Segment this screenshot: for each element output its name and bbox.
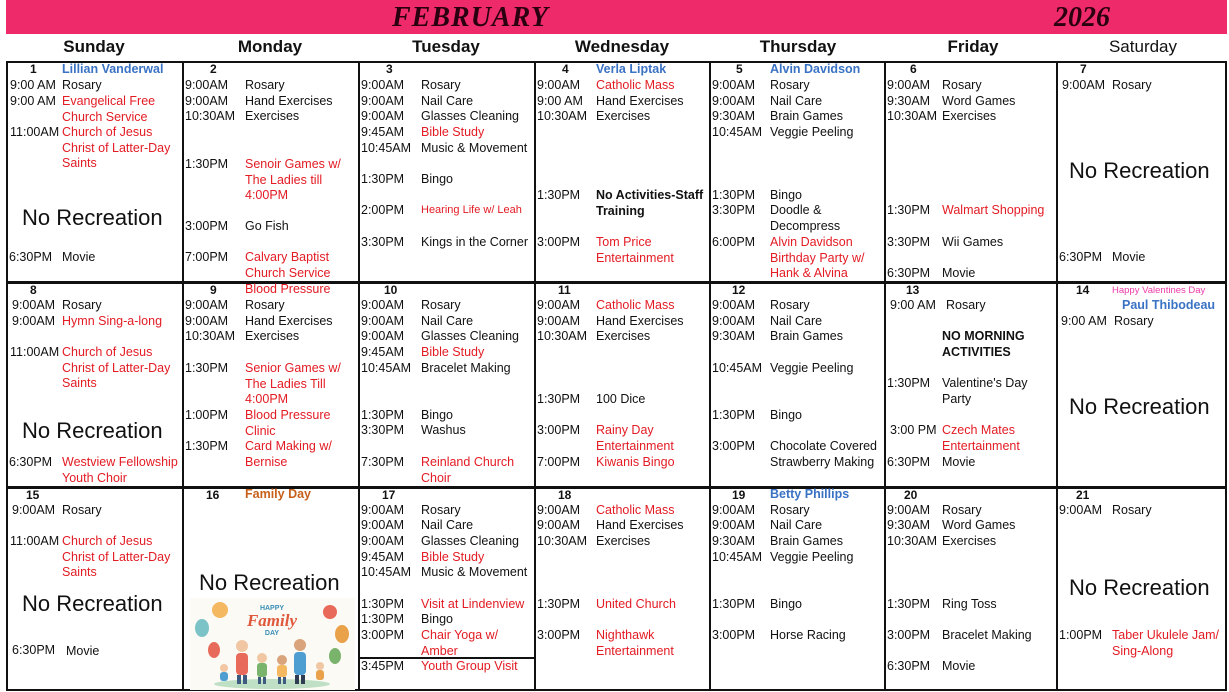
date-number: 19: [732, 488, 746, 502]
event-activity: Exercises: [596, 329, 651, 343]
event-time: 7:30PM: [361, 455, 405, 469]
date-number: 14: [1076, 283, 1090, 297]
event-activity: Bingo: [421, 408, 453, 422]
event-time: 10:30AM: [887, 109, 938, 123]
date-number: 10: [384, 283, 398, 297]
event-time: 9:00AM: [537, 518, 581, 532]
date-number: 12: [732, 283, 746, 297]
event-activity: Exercises: [596, 534, 651, 548]
event-activity: Nail Care: [421, 314, 474, 328]
event-activity: Bible Study: [421, 550, 485, 564]
event-time: 6:30PM: [887, 455, 931, 469]
event-time: 10:30AM: [537, 329, 588, 343]
event-time: 6:30PM: [12, 643, 56, 657]
event-time: 9:30AM: [887, 518, 931, 532]
event-activity: Rosary: [245, 78, 285, 92]
event-activity: NO MORNING ACTIVITIES: [942, 329, 1025, 359]
event-time: 10:45AM: [712, 125, 763, 139]
event-time: 3:30PM: [361, 235, 405, 249]
event-time: 1:30PM: [185, 439, 229, 453]
event-activity: Hand Exercises: [596, 314, 684, 328]
grid-line: [1225, 61, 1227, 691]
event-activity: Czech Mates Entertainment: [942, 423, 1020, 453]
event-time: 1:00PM: [185, 408, 229, 422]
event-activity: Evangelical Free Church Service: [62, 94, 156, 124]
event-time: 10:45AM: [361, 361, 412, 375]
event-activity: Brain Games: [770, 329, 843, 343]
date-number: 9: [210, 283, 217, 297]
event-activity: Hand Exercises: [596, 94, 684, 108]
date-number: 11: [558, 283, 571, 297]
event-time: 9:00AM: [1062, 78, 1106, 92]
grid-line: [6, 486, 1227, 489]
event-time: 10:30AM: [185, 329, 236, 343]
no-recreation-label: No Recreation: [22, 418, 163, 443]
event-time: 7:00PM: [185, 250, 229, 264]
event-time: 9:00AM: [887, 503, 931, 517]
event-activity: Bingo: [770, 597, 802, 611]
event-activity: Alvin Davidson Birthday Party w/ Hank & Alvina: [770, 235, 865, 280]
no-recreation-label: No Recreation: [22, 205, 163, 230]
event-activity: Reinland Church Choir: [421, 455, 515, 485]
event-activity: Kings in the Corner: [421, 235, 529, 249]
event-activity: Word Games: [942, 518, 1016, 532]
event-time: 9:00AM: [185, 298, 229, 312]
event-activity: Bible Study: [421, 125, 485, 139]
event-time: 3:00PM: [537, 423, 581, 437]
event-activity: Senoir Games w/ The Ladies till 4:00PM: [245, 157, 341, 202]
event-activity: Nail Care: [421, 94, 474, 108]
event-activity: Catholic Mass: [596, 503, 675, 517]
event-activity: Music & Movement: [421, 141, 528, 155]
no-recreation-label: No Recreation: [1069, 575, 1210, 600]
birthday-name: Verla Liptak: [596, 62, 667, 76]
date-number: 13: [906, 283, 920, 297]
event-activity: United Church: [596, 597, 676, 611]
event-time: 1:30PM: [361, 172, 405, 186]
event-activity: Veggie Peeling: [770, 125, 854, 139]
event-activity: Blood Pressure Clinic: [245, 408, 331, 438]
event-activity: Exercises: [942, 109, 997, 123]
event-activity: Rosary: [770, 78, 810, 92]
event-activity: Ring Toss: [942, 597, 997, 611]
event-time: 3:00PM: [712, 628, 756, 642]
event-time: 9:00AM: [185, 78, 229, 92]
event-activity: Glasses Cleaning: [421, 329, 519, 343]
event-activity: Glasses Cleaning: [421, 109, 519, 123]
event-time: 6:30PM: [9, 250, 53, 264]
event-time: 3:00PM: [185, 219, 229, 233]
event-activity: Exercises: [596, 109, 651, 123]
calendar-header: [6, 0, 1227, 34]
grid-line: [534, 61, 536, 691]
event-time: 6:30PM: [887, 659, 931, 673]
event-time: 9:00AM: [712, 314, 756, 328]
grid-line: [1056, 61, 1058, 691]
event-activity: Exercises: [245, 109, 300, 123]
event-activity: Rosary: [770, 298, 810, 312]
event-activity: Rosary: [421, 503, 461, 517]
event-time: 9:00 AM: [10, 78, 56, 92]
event-activity: Rosary: [942, 78, 982, 92]
event-time: 9:00AM: [361, 329, 405, 343]
event-activity: Rosary: [62, 298, 102, 312]
event-time: 9:00AM: [361, 78, 405, 92]
date-number: 8: [30, 283, 37, 297]
event-activity: Movie: [942, 455, 976, 469]
event-activity: Church of Jesus Christ of Latter-Day Saints: [62, 534, 171, 579]
event-time: 3:00 PM: [890, 423, 937, 437]
event-activity: Valentine's Day Party: [942, 376, 1028, 406]
event-time: 7:00PM: [537, 455, 581, 469]
event-time: 3:45PM: [361, 659, 405, 673]
event-time: 9:00AM: [361, 534, 405, 548]
event-time: 1:30PM: [712, 597, 756, 611]
event-time: 1:30PM: [361, 612, 405, 626]
birthday-name: Alvin Davidson: [770, 62, 861, 76]
event-activity: Senior Games w/ The Ladies Till 4:00PM: [245, 361, 341, 406]
event-time: 3:00PM: [712, 439, 756, 453]
event-time: 1:00PM: [1059, 628, 1103, 642]
event-time: 9:00AM: [361, 314, 405, 328]
no-recreation-label: No Recreation: [199, 570, 340, 595]
event-time: 10:45AM: [712, 550, 763, 564]
event-activity: Card Making w/ Bernise: [245, 439, 332, 469]
event-time: 1:30PM: [185, 157, 229, 171]
event-activity: Hymn Sing-a-long: [62, 314, 163, 328]
event-time: 10:45AM: [361, 565, 412, 579]
event-time: 9:00AM: [1059, 503, 1103, 517]
event-time: 9:00AM: [712, 94, 756, 108]
event-activity: Walmart Shopping: [942, 203, 1045, 217]
event-activity: Movie: [942, 659, 976, 673]
event-activity: Bingo: [421, 172, 453, 186]
event-activity: Chocolate Covered Strawberry Making: [770, 439, 878, 469]
date-number: 7: [1080, 62, 1087, 76]
event-activity: Rosary: [62, 503, 102, 517]
event-time: 1:30PM: [887, 376, 931, 390]
date-number: 6: [910, 62, 917, 76]
event-time: 1:30PM: [712, 408, 756, 422]
event-time: 9:30AM: [887, 94, 931, 108]
holiday-note: Happy Valentines Day: [1112, 285, 1206, 296]
event-activity: Bracelet Making: [942, 628, 1032, 642]
event-activity: Bingo: [770, 408, 802, 422]
event-time: 9:00AM: [537, 78, 581, 92]
event-time: 3:00PM: [537, 628, 581, 642]
grid-line: [6, 281, 1227, 284]
date-number: 20: [904, 488, 918, 502]
event-time: 9:45AM: [361, 345, 405, 359]
event-activity: Rosary: [421, 78, 461, 92]
event-activity: Hand Exercises: [245, 314, 333, 328]
event-time: 9:00AM: [361, 298, 405, 312]
event-time: 1:30PM: [185, 361, 229, 375]
event-time: 3:30PM: [361, 423, 405, 437]
event-activity: Bingo: [770, 188, 802, 202]
no-recreation-label: No Recreation: [22, 591, 163, 616]
event-activity: Tom Price Entertainment: [596, 235, 674, 265]
date-number: 3: [386, 62, 393, 76]
event-time: 3:30PM: [712, 203, 756, 217]
event-activity: Horse Racing: [770, 628, 846, 642]
event-time: 9:00AM: [361, 94, 405, 108]
event-time: 9:00AM: [12, 314, 56, 328]
event-time: 3:00PM: [361, 628, 405, 642]
event-time: 11:00AM: [10, 534, 60, 548]
day-wednesday: Wednesday: [574, 37, 670, 56]
grid-line: [182, 61, 184, 691]
event-time: 3:00PM: [537, 235, 581, 249]
event-activity: No Activities-Staff Training: [596, 188, 704, 218]
event-activity: Rosary: [1112, 503, 1152, 517]
event-time: 9:00AM: [361, 518, 405, 532]
grid-line: [709, 61, 711, 691]
event-time: 9:00AM: [185, 314, 229, 328]
event-activity: Rosary: [1112, 78, 1152, 92]
event-time: 6:30PM: [1059, 250, 1103, 264]
event-activity: Movie: [942, 266, 976, 280]
event-time: 9:00AM: [712, 518, 756, 532]
event-activity: Go Fish: [245, 219, 289, 233]
year-title: 2026: [1054, 2, 1110, 33]
birthday-name: Lillian Vanderwal: [62, 62, 164, 76]
day-sunday: Sunday: [63, 37, 125, 56]
event-time: 11:00AM: [10, 345, 60, 359]
event-time: 10:45AM: [712, 361, 763, 375]
event-activity: Glasses Cleaning: [421, 534, 519, 548]
event-activity: Catholic Mass: [596, 298, 675, 312]
event-time: 9:00AM: [537, 503, 581, 517]
date-number: 2: [210, 62, 217, 76]
event-activity: Brain Games: [770, 109, 843, 123]
date-number: 21: [1076, 488, 1090, 502]
event-activity: Doodle & Decompress: [770, 203, 841, 233]
day-monday: Monday: [237, 37, 303, 56]
day-saturday: Saturday: [1108, 37, 1178, 56]
birthday-name: Paul Thibodeau: [1122, 298, 1216, 312]
event-time: 9:00AM: [537, 298, 581, 312]
event-time: 9:00AM: [712, 78, 756, 92]
holiday-title: Family Day: [245, 487, 312, 501]
event-activity: Nail Care: [421, 518, 474, 532]
event-activity: Rosary: [770, 503, 810, 517]
event-activity: Bracelet Making: [421, 361, 511, 375]
event-time: 9:30AM: [712, 534, 756, 548]
date-number: 15: [26, 488, 40, 502]
event-activity: Bingo: [421, 612, 453, 626]
event-activity: Rosary: [946, 298, 986, 312]
event-time: 9:00AM: [361, 109, 405, 123]
date-number: 17: [382, 488, 396, 502]
illustration-text: DAY: [264, 630, 280, 637]
illustration-text: Family: [246, 611, 298, 630]
date-number: 1: [30, 62, 37, 76]
event-activity: Veggie Peeling: [770, 361, 854, 375]
event-activity: Washus: [421, 423, 466, 437]
event-time: 1:30PM: [537, 597, 581, 611]
event-time: 6:30PM: [9, 455, 53, 469]
event-activity: Exercises: [942, 534, 997, 548]
event-time: 9:00AM: [361, 503, 405, 517]
event-time: 1:30PM: [712, 188, 756, 202]
event-activity: Movie: [1112, 250, 1146, 264]
event-activity: Rainy Day Entertainment: [596, 423, 674, 453]
event-time: 1:30PM: [887, 203, 931, 217]
event-activity: Calvary Baptist Church Service: [245, 250, 331, 280]
event-activity: 100 Dice: [596, 392, 646, 406]
date-number: 18: [558, 488, 572, 502]
event-time: 6:30PM: [887, 266, 931, 280]
event-activity: Westview Fellowship Youth Choir: [62, 455, 178, 485]
event-activity: Hearing Life w/ Leah: [421, 204, 522, 216]
event-time: 10:30AM: [887, 534, 938, 548]
event-time: 9:00 AM: [1061, 314, 1107, 328]
day-thursday: Thursday: [759, 37, 837, 56]
event-time: 3:30PM: [887, 235, 931, 249]
grid-line: [884, 61, 886, 691]
event-activity: Nail Care: [770, 94, 823, 108]
event-time: 9:00 AM: [10, 94, 56, 108]
date-number: 5: [736, 62, 743, 76]
event-activity: Rosary: [245, 298, 285, 312]
event-activity: Chair Yoga w/ Amber: [421, 628, 499, 658]
event-time: 9:45AM: [361, 125, 405, 139]
event-time: 10:30AM: [537, 109, 588, 123]
event-activity: Bible Study: [421, 345, 485, 359]
month-title: FEBRUARY: [392, 2, 549, 33]
event-activity: Exercises: [245, 329, 300, 343]
event-time: 3:00PM: [887, 628, 931, 642]
event-activity: Movie: [62, 250, 96, 264]
event-time: 1:30PM: [887, 597, 931, 611]
event-activity: Nail Care: [770, 518, 823, 532]
event-activity: Rosary: [421, 298, 461, 312]
event-time: 9:00 AM: [537, 94, 583, 108]
event-activity: Rosary: [62, 78, 102, 92]
calendar-grid: [6, 61, 1227, 691]
date-number: 4: [562, 62, 569, 76]
event-time: 9:00AM: [12, 503, 56, 517]
no-recreation-label: No Recreation: [1069, 158, 1210, 183]
event-time: 9:00AM: [712, 503, 756, 517]
no-recreation-label: No Recreation: [1069, 394, 1210, 419]
event-activity: Hand Exercises: [245, 94, 333, 108]
grid-line: [6, 61, 8, 691]
event-time: 1:30PM: [537, 188, 581, 202]
event-time: 9:00AM: [712, 298, 756, 312]
event-activity: Nighthawk Entertainment: [596, 628, 674, 658]
event-activity: Veggie Peeling: [770, 550, 854, 564]
day-friday: Friday: [947, 37, 999, 56]
event-activity: Rosary: [1114, 314, 1154, 328]
family-day-illustration: [190, 598, 355, 690]
event-activity: Kiwanis Bingo: [596, 455, 675, 469]
event-activity: Taber Ukulele Jam/ Sing-Along: [1112, 628, 1219, 658]
event-time: 6:00PM: [712, 235, 756, 249]
birthday-name: Betty Phillips: [770, 487, 850, 501]
event-time: 9:00 AM: [890, 298, 936, 312]
illustration-text: HAPPY: [259, 605, 285, 612]
event-time: 9:30AM: [712, 329, 756, 343]
event-activity: Music & Movement: [421, 565, 528, 579]
event-activity: Movie: [66, 644, 100, 658]
event-note: Blood Pressure: [245, 282, 331, 296]
event-activity: Visit at Lindenview: [421, 597, 525, 611]
event-time: 1:30PM: [361, 408, 405, 422]
event-time: 9:00AM: [537, 314, 581, 328]
event-time: 9:00AM: [185, 94, 229, 108]
event-activity: Catholic Mass: [596, 78, 675, 92]
event-activity: Word Games: [942, 94, 1016, 108]
weekday-header-row: [6, 34, 1227, 62]
event-activity: Church of Jesus Christ of Latter-Day Saints: [62, 345, 171, 390]
date-number: 16: [206, 488, 220, 502]
event-time: 11:00AM: [10, 125, 60, 139]
event-time: 1:30PM: [537, 392, 581, 406]
grid-line: [358, 61, 360, 691]
event-activity: Youth Group Visit: [421, 659, 518, 673]
event-activity: Rosary: [942, 503, 982, 517]
event-time: 2:00PM: [361, 203, 405, 217]
day-tuesday: Tuesday: [412, 37, 480, 56]
event-time: 10:30AM: [185, 109, 236, 123]
event-time: 9:00AM: [12, 298, 56, 312]
event-time: 10:30AM: [537, 534, 588, 548]
event-activity: Hand Exercises: [596, 518, 684, 532]
event-time: 9:45AM: [361, 550, 405, 564]
event-activity: Church of Jesus Christ of Latter-Day Saints: [62, 125, 171, 170]
event-activity: Wii Games: [942, 235, 1004, 249]
event-time: 1:30PM: [361, 597, 405, 611]
event-time: 9:30AM: [712, 109, 756, 123]
event-time: 9:00AM: [887, 78, 931, 92]
event-activity: Nail Care: [770, 314, 823, 328]
event-activity: Brain Games: [770, 534, 843, 548]
event-time: 10:45AM: [361, 141, 412, 155]
